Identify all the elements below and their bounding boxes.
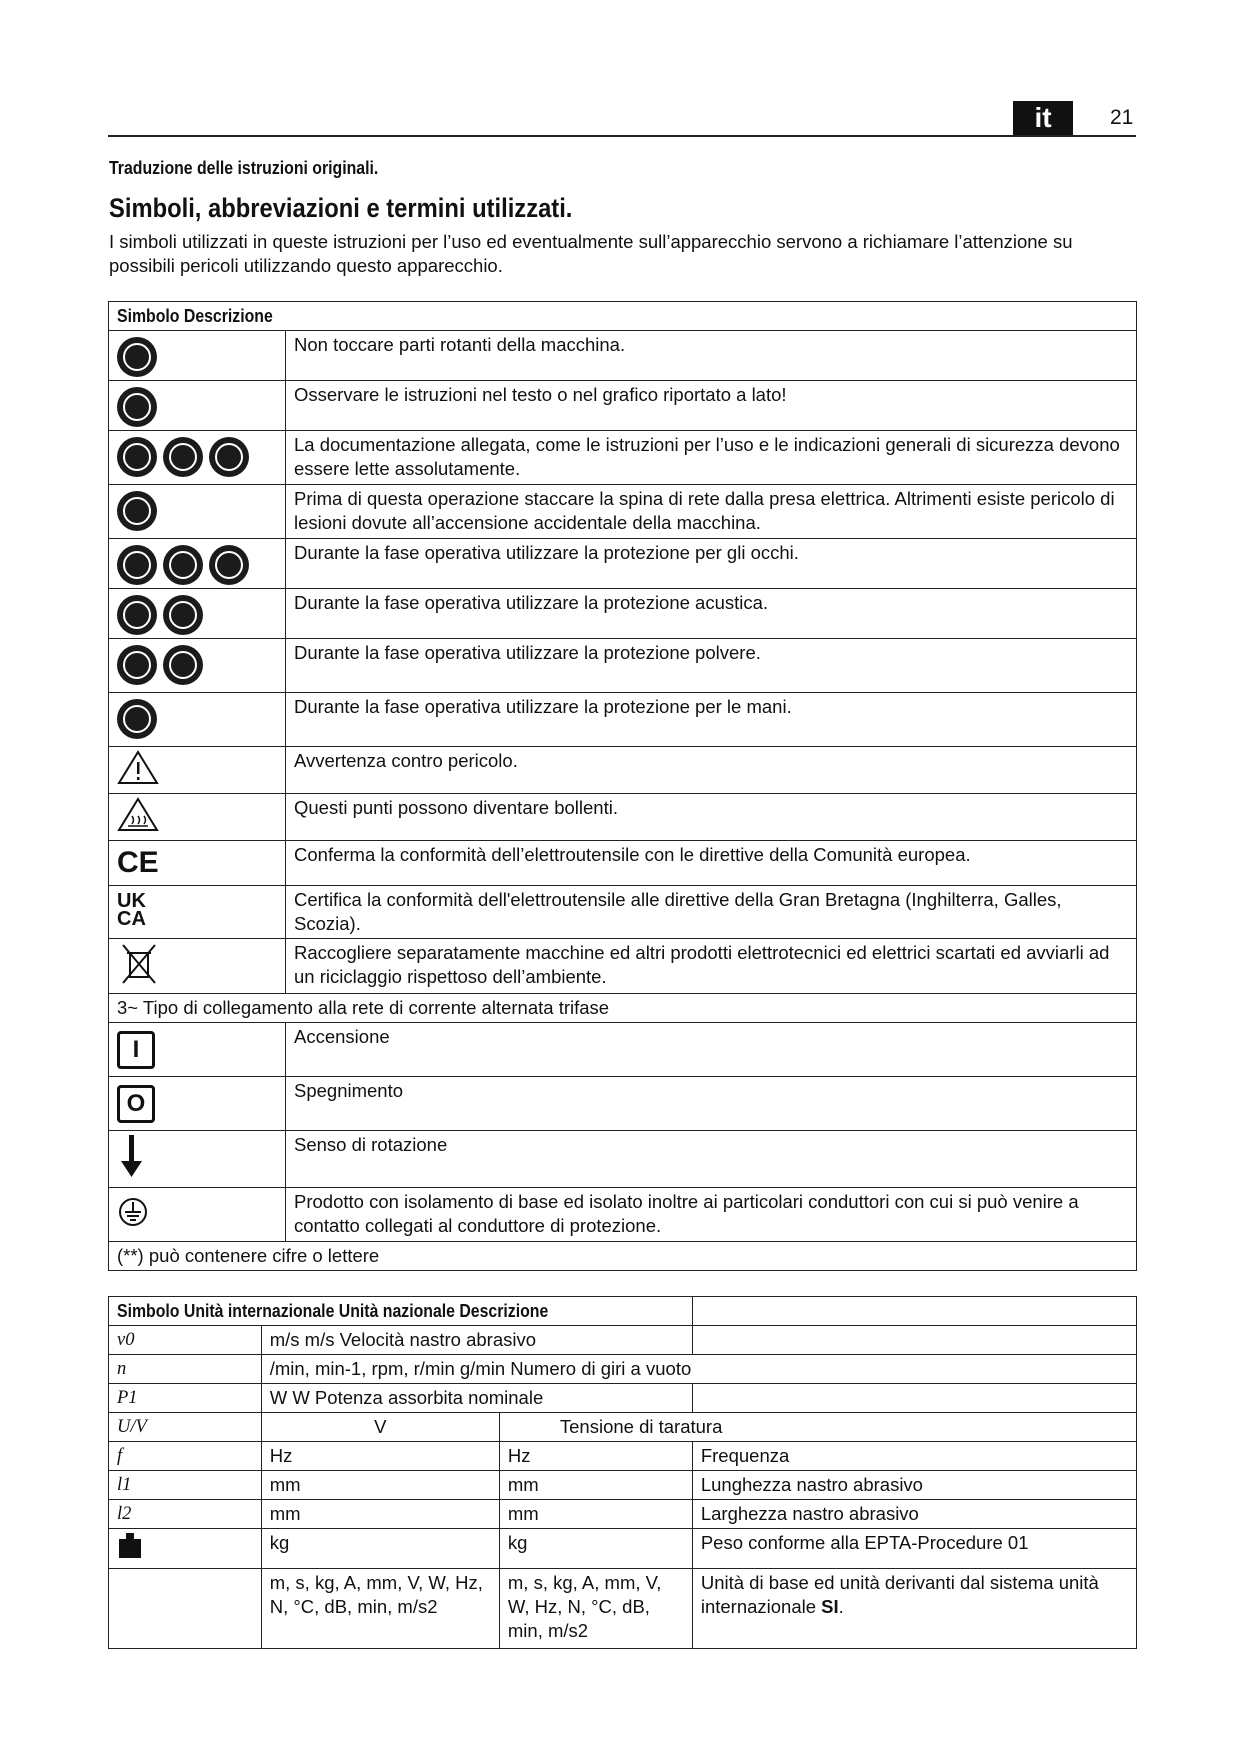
table-row xyxy=(109,1326,1137,1355)
table-row xyxy=(109,1384,1137,1413)
header-rule xyxy=(108,135,1136,137)
unit-international: V xyxy=(261,1413,499,1442)
table-row xyxy=(109,431,1137,485)
row-description: Osservare le istruzioni nel testo o nel grafico riportato a lato! xyxy=(286,381,1137,431)
table-row xyxy=(109,485,1137,539)
row-description: Durante la fase operativa utilizzare la protezione per le mani. xyxy=(286,693,1137,747)
unit-national: mm xyxy=(499,1500,692,1529)
table-row xyxy=(109,1500,1137,1529)
row-description: Accensione xyxy=(286,1023,1137,1077)
unit-national: m, s, kg, A, mm, V, W, Hz, N, °C, dB, min, m/s2 xyxy=(499,1569,692,1649)
table-row xyxy=(109,639,1137,693)
ear-muffs-icon xyxy=(163,595,203,635)
table-row xyxy=(109,1077,1137,1131)
table-row xyxy=(109,1529,1137,1569)
read-manual-icon xyxy=(117,437,157,477)
unit-symbol: v0 xyxy=(109,1326,262,1355)
page-title: Simboli, abbreviazioni e termini utilizzati. xyxy=(109,193,573,223)
unit-symbol: l1 xyxy=(109,1471,262,1500)
unit-international: kg xyxy=(261,1529,499,1569)
table-row xyxy=(109,794,1137,841)
row-description: Spegnimento xyxy=(286,1077,1137,1131)
row-description: Durante la fase operativa utilizzare la protezione polvere. xyxy=(286,639,1137,693)
intro-paragraph: I simboli utilizzati in queste istruzioni per l’uso ed eventualmente sull’apparecchio servono a richiamare l’attenzione su possibili pericoli utilizzando questo apparecchio. xyxy=(109,231,1073,276)
table-row xyxy=(109,381,1137,431)
row-description: Non toccare parti rotanti della macchina. xyxy=(286,331,1137,381)
row-description: Conferma la conformità dell’elettroutensile con le direttive della Comunità europea. xyxy=(286,841,1137,886)
table-row xyxy=(109,693,1137,747)
unit-description: Peso conforme alla EPTA-Procedure 01 xyxy=(692,1529,1136,1569)
unit-description: Frequenza xyxy=(692,1442,1136,1471)
table-row xyxy=(109,994,1137,1023)
unit-international: m, s, kg, A, mm, V, W, Hz, N, °C, dB, min, m/s2 xyxy=(261,1569,499,1649)
row-description: Durante la fase operativa utilizzare la protezione acustica. xyxy=(286,589,1137,639)
table-header: Simbolo Unità internazionale Unità nazionale Descrizione xyxy=(109,1297,693,1326)
row-description: Certifica la conformità dell'elettroutensile alle direttive della Gran Bretagna (Inghilterra, Galles, Scozia). xyxy=(286,886,1137,939)
safety-glasses-icon xyxy=(209,545,249,585)
switch-on-icon: I xyxy=(117,1031,155,1069)
table-row xyxy=(109,1569,1137,1649)
ce-mark-icon: CE xyxy=(117,846,159,879)
unit-national: Hz xyxy=(499,1442,692,1471)
unit-description: Tensione di taratura xyxy=(499,1413,1136,1442)
table-row xyxy=(109,747,1137,794)
protective-earth-icon xyxy=(117,1196,149,1228)
row-description: La documentazione allegata, come le istruzioni per l’uso e le indicazioni generali di sicurezza devono essere lette assolutamente. xyxy=(286,431,1137,485)
three-phase-row: 3~ Tipo di collegamento alla rete di corrente alternata trifase xyxy=(109,994,1137,1023)
weight-icon xyxy=(117,1531,143,1559)
hot-surface-icon xyxy=(117,796,159,832)
table-row xyxy=(109,589,1137,639)
unit-symbol: U/V xyxy=(109,1413,262,1442)
table-row xyxy=(109,1413,1137,1442)
rotation-arrow-icon xyxy=(117,1133,147,1179)
footnote-row: (**) può contenere cifre o lettere xyxy=(109,1242,1137,1271)
row-description: Durante la fase operativa utilizzare la protezione per gli occhi. xyxy=(286,539,1137,589)
gloves-icon xyxy=(117,699,157,739)
unit-national: mm xyxy=(499,1471,692,1500)
unit-symbol: P1 xyxy=(109,1384,262,1413)
table-row xyxy=(109,1131,1137,1188)
ear-protection-icon xyxy=(117,595,157,635)
switch-off-icon: O xyxy=(117,1085,155,1123)
unit-symbol: f xyxy=(109,1442,262,1471)
goggles-icon xyxy=(117,545,157,585)
table-row xyxy=(109,1023,1137,1077)
unit-symbol: l2 xyxy=(109,1500,262,1529)
units-table xyxy=(108,1296,1137,1649)
manual-icon xyxy=(209,437,249,477)
table-row xyxy=(109,331,1137,381)
row-description: Prodotto con isolamento di base ed isolato inoltre ai particolari conduttori con cui si può venire a contatto collegati al conduttore di protezione. xyxy=(286,1188,1137,1242)
table-row xyxy=(109,1242,1137,1271)
respirator-icon xyxy=(163,645,203,685)
table-header: Simbolo Descrizione xyxy=(109,302,1137,331)
unit-row-text: W W Potenza assorbita nominale xyxy=(261,1384,692,1413)
row-description: Raccogliere separatamente macchine ed altri prodotti elettrotecnici ed elettrici scartati ed avviarli ad un riciclaggio rispettoso dell’ambiente. xyxy=(286,939,1137,994)
subtitle: Traduzione delle istruzioni originali. xyxy=(109,158,379,178)
table-row xyxy=(109,1355,1137,1384)
table-row xyxy=(109,1188,1137,1242)
symbols-table xyxy=(108,301,1137,1271)
unit-international: Hz xyxy=(261,1442,499,1471)
row-description: Prima di questa operazione staccare la spina di rete dalla presa elettrica. Altrimenti esiste pericolo di lesioni dovute all’accensione accidentale della macchina. xyxy=(286,485,1137,539)
unit-international: mm xyxy=(261,1500,499,1529)
unplug-icon xyxy=(117,491,157,531)
language-badge: it xyxy=(1013,101,1073,135)
unit-description: Unità di base ed unità derivanti dal sistema unità internazionale SI. xyxy=(692,1569,1136,1649)
weee-bin-icon xyxy=(117,941,161,985)
table-row xyxy=(109,841,1137,886)
table-row xyxy=(109,539,1137,589)
no-touch-rotating-icon xyxy=(117,337,157,377)
table-header-row xyxy=(109,302,1137,331)
table-row xyxy=(109,886,1137,939)
unit-row-text: /min, min-1, rpm, r/min g/min Numero di giri a vuoto xyxy=(261,1355,1136,1384)
warning-triangle-icon xyxy=(117,749,159,785)
table-row xyxy=(109,1471,1137,1500)
ukca-mark-icon: UK CA xyxy=(117,890,146,930)
exclamation-icon xyxy=(117,387,157,427)
row-description: Questi punti possono diventare bollenti. xyxy=(286,794,1137,841)
unit-international: mm xyxy=(261,1471,499,1500)
table-row xyxy=(109,939,1137,994)
unit-national: kg xyxy=(499,1529,692,1569)
table-row xyxy=(109,1442,1137,1471)
unit-symbol: n xyxy=(109,1355,262,1384)
book-icon xyxy=(163,437,203,477)
row-description: Avvertenza contro pericolo. xyxy=(286,747,1137,794)
face-shield-icon xyxy=(163,545,203,585)
unit-description: Lunghezza nastro abrasivo xyxy=(692,1471,1136,1500)
unit-description: Larghezza nastro abrasivo xyxy=(692,1500,1136,1529)
dust-mask-icon xyxy=(117,645,157,685)
table-header-row xyxy=(109,1297,1137,1326)
unit-row-text: m/s m/s Velocità nastro abrasivo xyxy=(261,1326,692,1355)
page-number: 21 xyxy=(1110,106,1134,129)
row-description: Senso di rotazione xyxy=(286,1131,1137,1188)
